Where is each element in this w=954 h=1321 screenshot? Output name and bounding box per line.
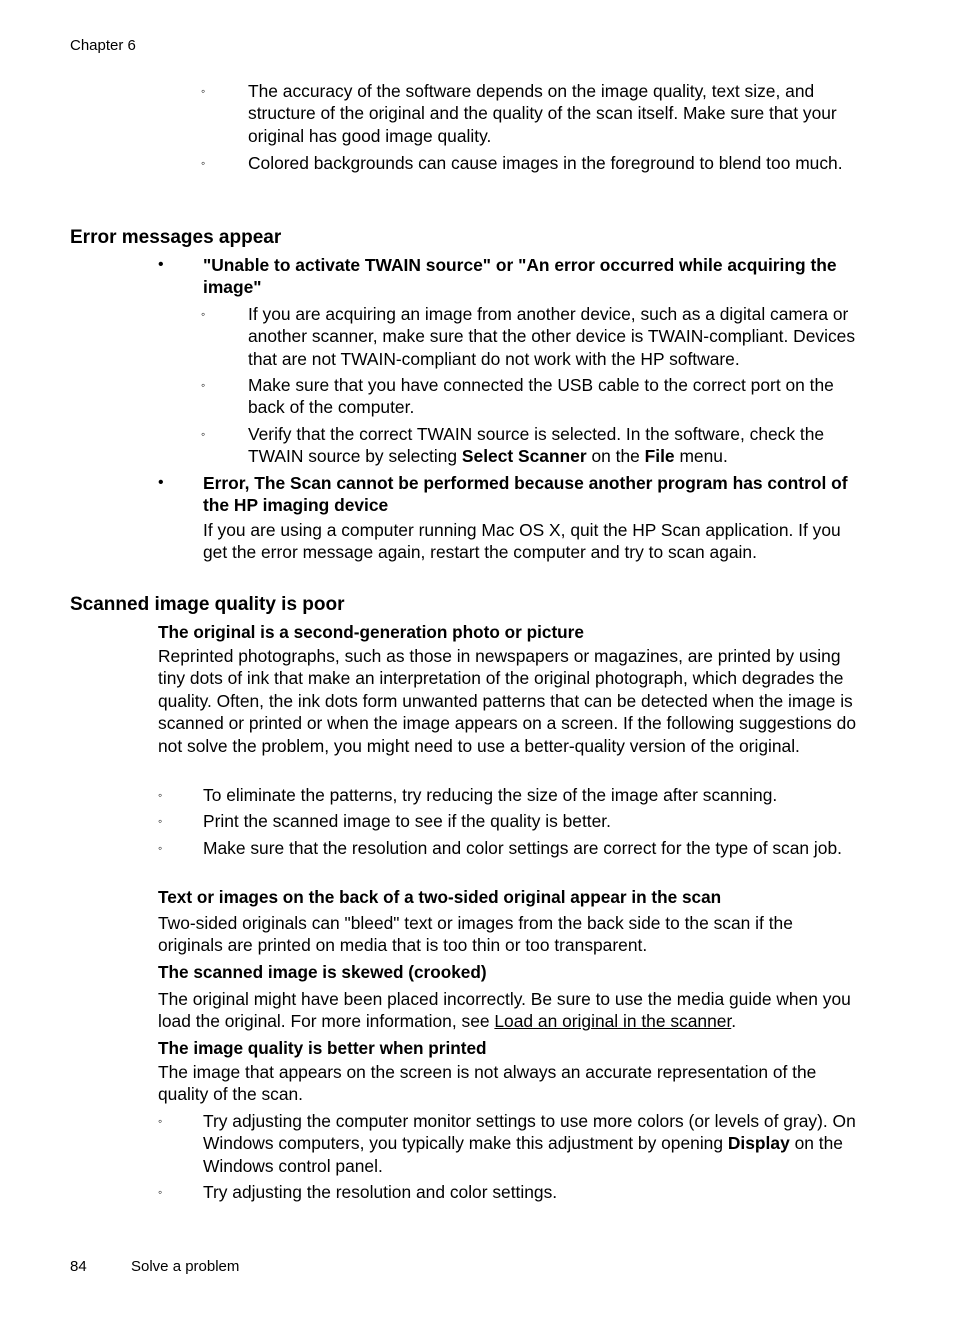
program-error-body: If you are using a computer running Mac OS X, quit the HP Scan application. If you get the error message again, restart the computer and try to scan again. bbox=[203, 520, 841, 563]
footer-section-title: Solve a problem bbox=[131, 1258, 240, 1275]
select-scanner-label: Select Scanner bbox=[461, 446, 587, 467]
page-number: 84 bbox=[70, 1258, 87, 1275]
circle-bullet: ◦ bbox=[201, 156, 206, 170]
section-heading-errors: Error messages appear bbox=[70, 227, 282, 248]
circle-bullet: ◦ bbox=[158, 1114, 163, 1128]
two-sided-body: Two-sided originals can "bleed" text or images from the back side to the scan if the originals are printed on media that is too thin or too transparent. bbox=[158, 913, 793, 956]
file-menu-label: File bbox=[644, 446, 675, 467]
printed-item-monitor: Try adjusting the computer monitor settings to use more colors (or levels of gray). On Windows computers, you typically make this adjustment by opening Display on the Windows control panel. bbox=[203, 1111, 856, 1176]
circle-bullet: ◦ bbox=[158, 814, 163, 828]
program-error-title: Error, The Scan cannot be performed because another program has control of the HP imaging device bbox=[203, 473, 848, 516]
printed-title: The image quality is better when printed bbox=[158, 1038, 487, 1058]
bullet-dot: • bbox=[158, 256, 164, 273]
second-gen-item-reduce: To eliminate the patterns, try reducing the size of the image after scanning. bbox=[203, 785, 778, 805]
circle-bullet: ◦ bbox=[201, 84, 206, 98]
twain-item-verify: Verify that the correct TWAIN source is selected. In the software, check the TWAIN source by selecting Select Scanner on the File menu. bbox=[248, 424, 825, 467]
circle-bullet: ◦ bbox=[201, 427, 206, 441]
two-sided-title: Text or images on the back of a two-sided original appear in the scan bbox=[158, 887, 722, 907]
circle-bullet: ◦ bbox=[158, 841, 163, 855]
circle-bullet: ◦ bbox=[201, 307, 206, 321]
circle-bullet: ◦ bbox=[201, 378, 206, 392]
twain-item-usb: Make sure that you have connected the USB cable to the correct port on the back of the computer. bbox=[248, 375, 834, 418]
second-gen-title: The original is a second-generation photo or picture bbox=[158, 622, 584, 642]
printed-item-resolution: Try adjusting the resolution and color settings. bbox=[203, 1182, 558, 1202]
printed-body: The image that appears on the screen is not always an accurate representation of the quality of the scan. bbox=[158, 1062, 817, 1105]
second-gen-body: Reprinted photographs, such as those in newspapers or magazines, are printed by using tiny dots of ink that make an interpretation of the original photograph, which degrades the quality. Often, the ink dots form unwanted patterns that can be detected when the image is scanned or printed or when the image appears on a screen. If the following suggestions do not solve the problem, you might need to use a better-quality version of the original. bbox=[158, 646, 856, 756]
circle-bullet: ◦ bbox=[158, 788, 163, 802]
skewed-body: The original might have been placed incorrectly. Be sure to use the media guide when you load the original. For more information, see Load an original in the scanner. bbox=[158, 989, 851, 1032]
section-heading-quality: Scanned image quality is poor bbox=[70, 594, 345, 615]
twain-item-device: If you are acquiring an image from another device, such as a digital camera or another scanner, make sure that the other device is TWAIN-compliant. Devices that are not TWAIN-compliant do not work with the HP software. bbox=[248, 304, 856, 369]
bullet-dot: • bbox=[158, 474, 164, 491]
chapter-label: Chapter 6 bbox=[70, 37, 136, 54]
second-gen-item-resolution: Make sure that the resolution and color settings are correct for the type of scan job. bbox=[203, 838, 842, 858]
second-gen-item-print: Print the scanned image to see if the quality is better. bbox=[203, 811, 611, 831]
circle-bullet: ◦ bbox=[158, 1185, 163, 1199]
skewed-title: The scanned image is skewed (crooked) bbox=[158, 962, 487, 982]
intro-item-backgrounds: Colored backgrounds can cause images in the foreground to blend too much. bbox=[248, 153, 843, 173]
intro-item-accuracy: The accuracy of the software depends on the image quality, text size, and structure of the original and the quality of the scan itself. Make sure that your original has good image quality. bbox=[248, 81, 837, 146]
load-original-link[interactable]: Load an original in the scanner bbox=[494, 1011, 732, 1032]
twain-error-title: "Unable to activate TWAIN source" or "An error occurred while acquiring the image" bbox=[203, 255, 837, 298]
display-label: Display bbox=[727, 1133, 790, 1154]
